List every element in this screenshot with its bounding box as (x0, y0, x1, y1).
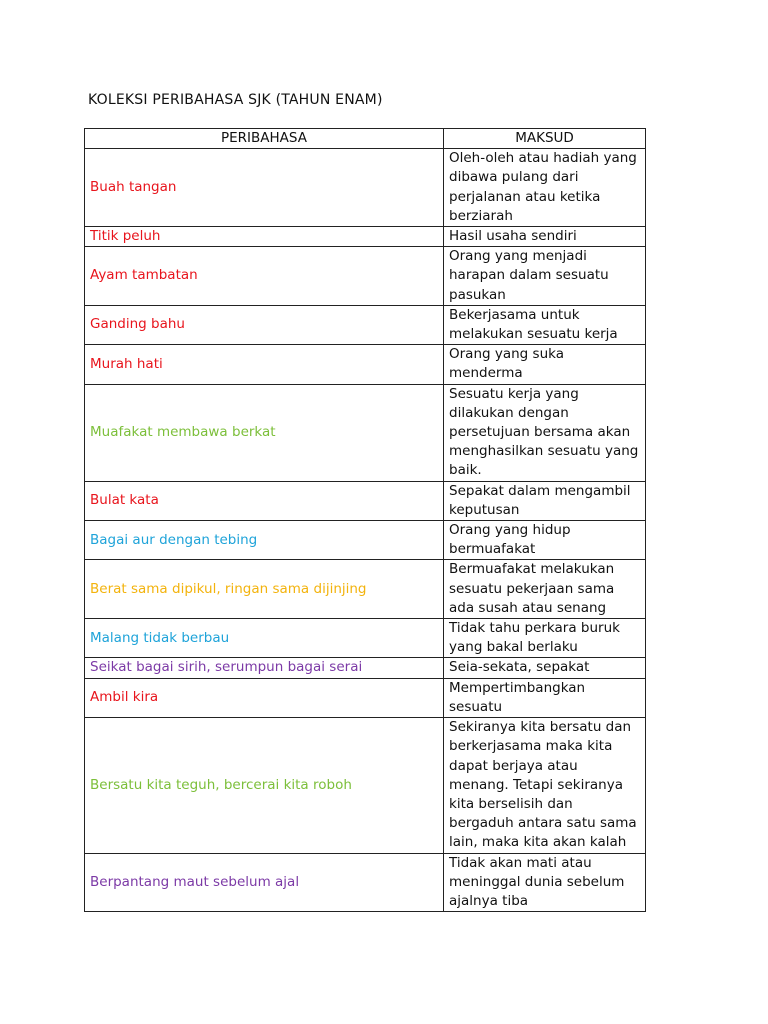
header-proverb: PERIBAHASA (85, 129, 444, 149)
proverb-cell: Malang tidak berbau (85, 619, 444, 658)
table-row (85, 481, 646, 520)
table-row (85, 853, 646, 912)
table-row (85, 619, 646, 658)
meaning-cell: Mempertimbangkan sesuatu (444, 678, 646, 717)
table-row (85, 247, 646, 306)
proverb-cell: Ganding bahu (85, 305, 444, 344)
proverb-cell: Bagai aur dengan tebing (85, 521, 444, 560)
meaning-cell: Orang yang suka menderma (444, 345, 646, 384)
meaning-cell: Sesuatu kerja yang dilakukan dengan persetujuan bersama akan menghasilkan sesuatu yang baik. (444, 384, 646, 481)
meaning-cell: Orang yang hidup bermuafakat (444, 521, 646, 560)
proverb-cell: Bersatu kita teguh, bercerai kita roboh (85, 718, 444, 853)
proverb-cell: Berpantang maut sebelum ajal (85, 853, 444, 912)
meaning-cell: Hasil usaha sendiri (444, 227, 646, 247)
meaning-cell: Tidak tahu perkara buruk yang bakal berlaku (444, 619, 646, 658)
meaning-cell: Oleh-oleh atau hadiah yang dibawa pulang dari perjalanan atau ketika berziarah (444, 149, 646, 227)
table-row (85, 345, 646, 384)
table-row (85, 227, 646, 247)
table-body (85, 149, 646, 912)
proverb-table (84, 128, 646, 912)
proverb-cell: Berat sama dipikul, ringan sama dijinjing (85, 560, 444, 619)
meaning-cell: Bekerjasama untuk melakukan sesuatu kerja (444, 305, 646, 344)
meaning-cell: Sekiranya kita bersatu dan berkerjasama maka kita dapat berjaya atau menang. Tetapi sekiranya kita berselisih dan bergaduh antara satu sama lain, maka kita akan kalah (444, 718, 646, 853)
proverb-cell: Ayam tambatan (85, 247, 444, 306)
table-row (85, 718, 646, 853)
proverb-cell: Buah tangan (85, 149, 444, 227)
meaning-cell: Sepakat dalam mengambil keputusan (444, 481, 646, 520)
table-row (85, 305, 646, 344)
table-row (85, 521, 646, 560)
meaning-cell: Tidak akan mati atau meninggal dunia sebelum ajalnya tiba (444, 853, 646, 912)
proverb-cell: Ambil kira (85, 678, 444, 717)
table-row (85, 384, 646, 481)
meaning-cell: Orang yang menjadi harapan dalam sesuatu pasukan (444, 247, 646, 306)
table-header-row (85, 129, 646, 149)
meaning-cell: Bermuafakat melakukan sesuatu pekerjaan sama ada susah atau senang (444, 560, 646, 619)
proverb-cell: Seikat bagai sirih, serumpun bagai serai (85, 658, 444, 678)
table-row (85, 149, 646, 227)
table-row (85, 678, 646, 717)
proverb-cell: Murah hati (85, 345, 444, 384)
meaning-cell: Seia-sekata, sepakat (444, 658, 646, 678)
table-row (85, 658, 646, 678)
proverb-cell: Titik peluh (85, 227, 444, 247)
table-row (85, 560, 646, 619)
proverb-cell: Bulat kata (85, 481, 444, 520)
proverb-cell: Muafakat membawa berkat (85, 384, 444, 481)
document-title: KOLEKSI PERIBAHASA SJK (TAHUN ENAM) (88, 92, 383, 108)
header-meaning: MAKSUD (444, 129, 646, 149)
